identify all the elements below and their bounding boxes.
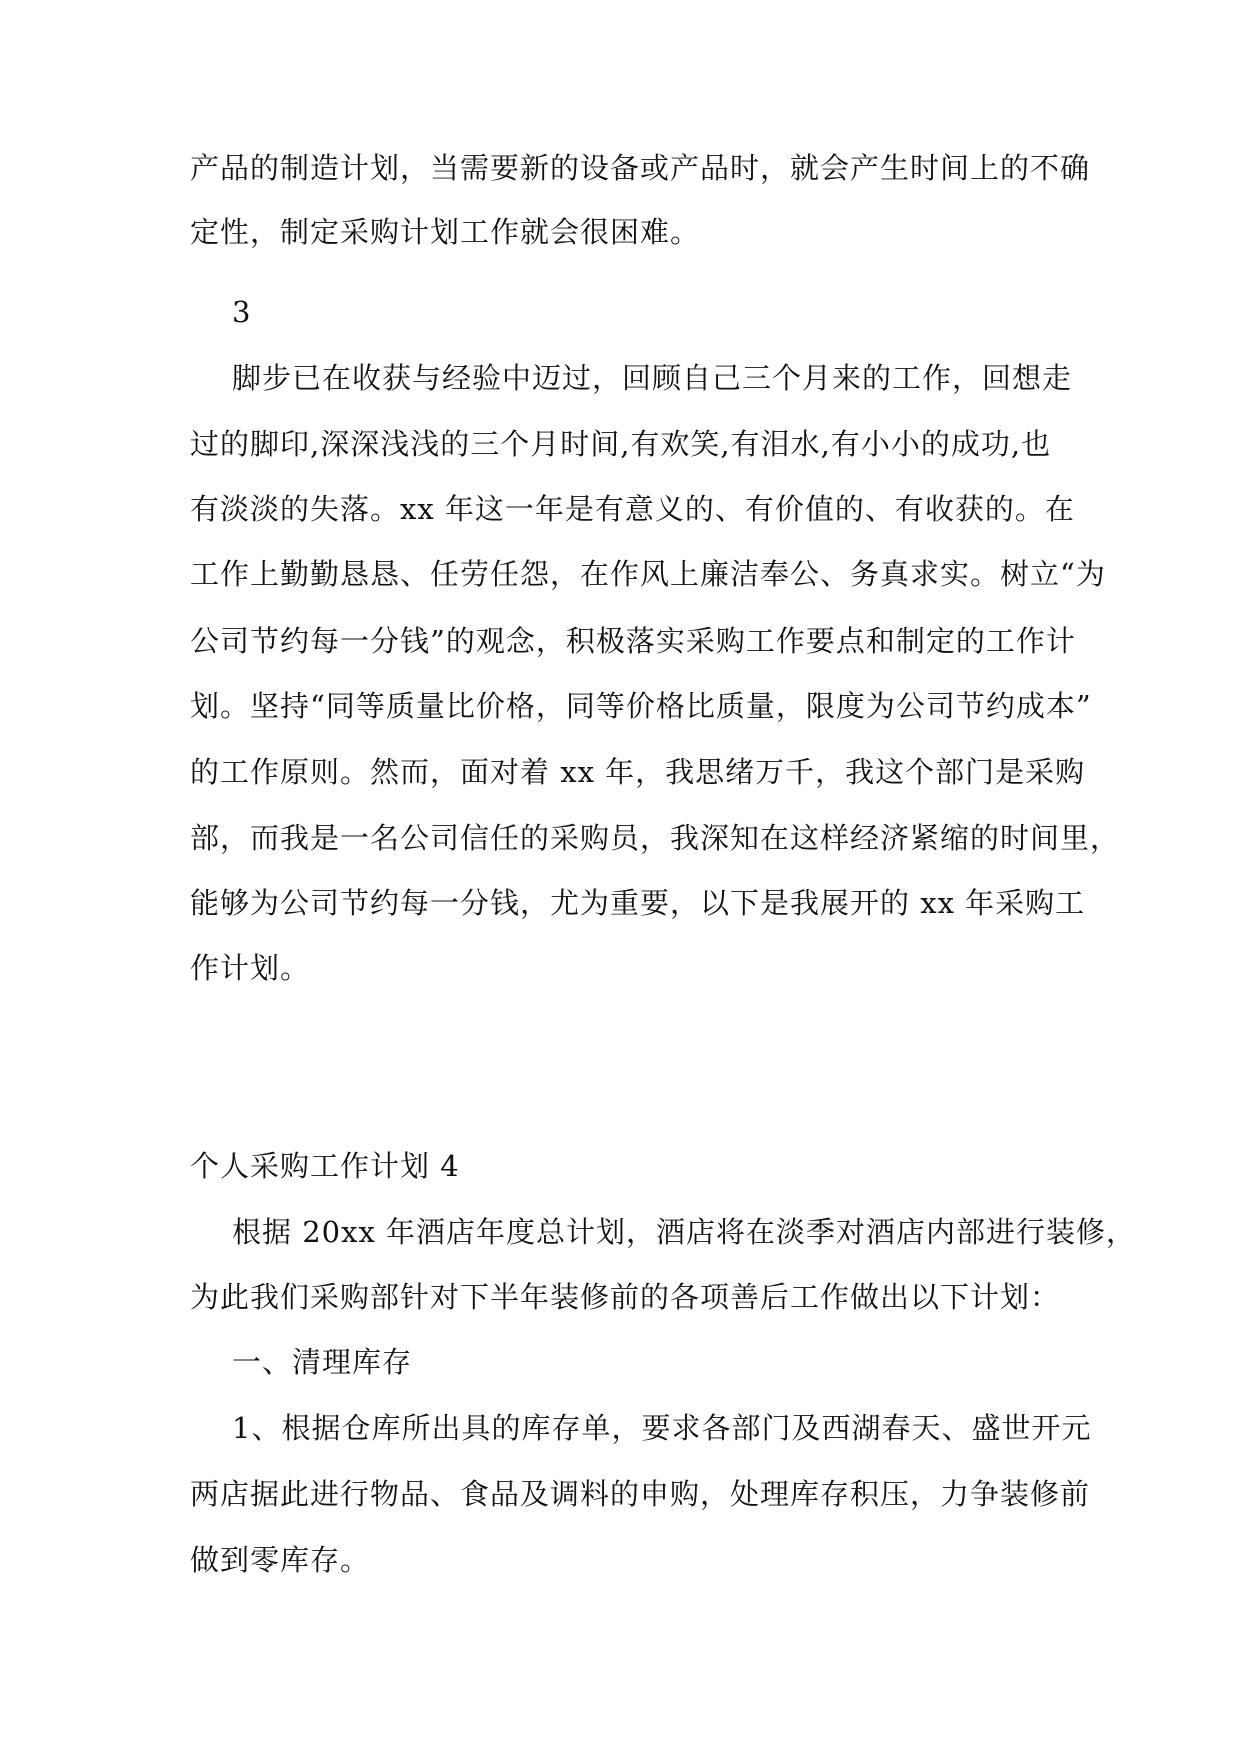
section-heading: 个人采购工作计划 4 (190, 1149, 460, 1183)
paragraph-line: 能够为公司节约每一分钱，尤为重要，以下是我展开的 xx 年采购工 (190, 886, 1086, 920)
paragraph-line: 定性，制定采购计划工作就会很困难。 (190, 215, 701, 249)
paragraph-line: 过的脚印,深深浅浅的三个月时间,有欢笑,有泪水,有小小的成功,也 (190, 427, 1052, 461)
paragraph-line: 1、根据仓库所出具的库存单，要求各部门及西湖春天、盛世开元 (232, 1411, 1092, 1445)
paragraph-line: 为此我们采购部针对下半年装修前的各项善后工作做出以下计划： (190, 1280, 1061, 1314)
paragraph-line: 有淡淡的失落。xx 年这一年是有意义的、有价值的、有收获的。在 (190, 492, 1075, 526)
paragraph-line: 的工作原则。然而，面对着 xx 年，我思绪万千，我这个部门是采购 (190, 755, 1086, 789)
paragraph-line: 划。坚持“同等质量比价格，同等价格比质量，限度为公司节约成本” (190, 689, 1092, 723)
paragraph-line: 部，而我是一名公司信任的采购员，我深知在这样经济紧缩的时间里， (190, 821, 1121, 855)
paragraph-line: 工作上勤勤恳恳、任劳任怨，在作风上廉洁奉公、务真求实。树立“为 (190, 557, 1106, 591)
paragraph-line: 产品的制造计划，当需要新的设备或产品时，就会产生时间上的不确 (190, 151, 1091, 185)
paragraph-line: 公司节约每一分钱”的观念，积极落实采购工作要点和制定的工作计 (190, 624, 1076, 658)
section-number: 3 (232, 295, 252, 329)
subheading: 一、清理库存 (232, 1345, 413, 1379)
paragraph-line: 脚步已在收获与经验中迈过，回顾自己三个月来的工作，回想走 (232, 361, 1073, 395)
paragraph-line: 做到零库存。 (190, 1543, 371, 1577)
paragraph-line: 作计划。 (190, 951, 311, 985)
paragraph-line: 两店据此进行物品、食品及调料的申购，处理库存积压，力争装修前 (190, 1477, 1091, 1511)
paragraph-line: 根据 20xx 年酒店年度总计划，酒店将在淡季对酒店内部进行装修， (232, 1215, 1137, 1249)
